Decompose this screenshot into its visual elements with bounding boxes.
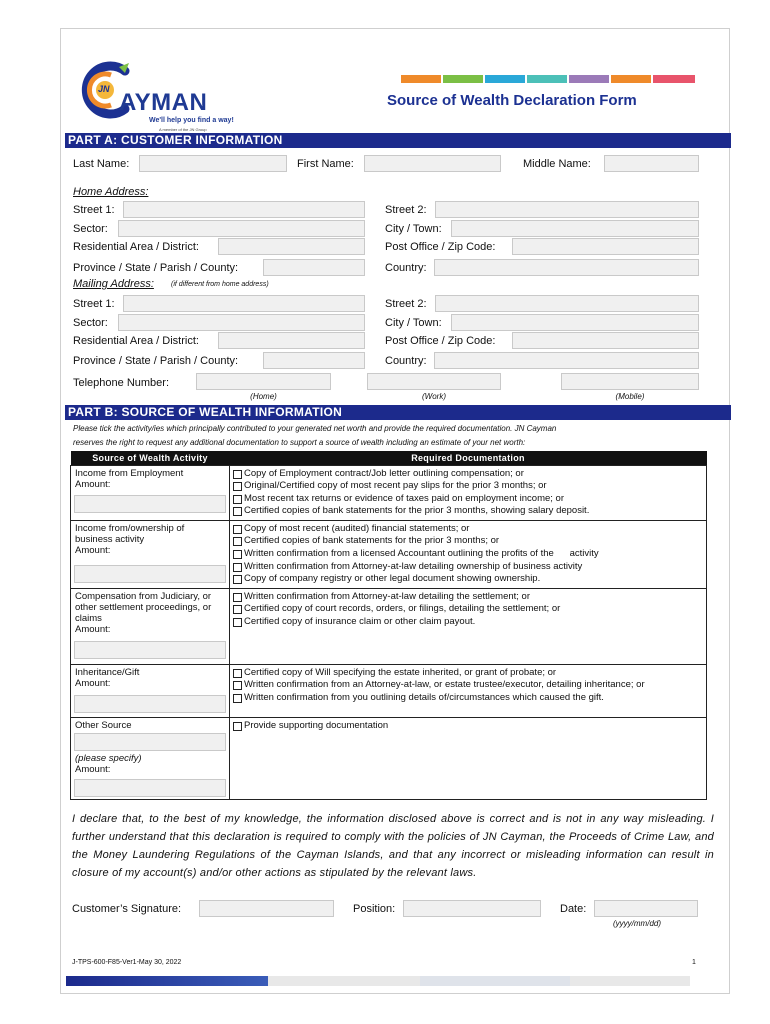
first-name-label: First Name: bbox=[297, 158, 354, 170]
jn-cayman-logo bbox=[75, 61, 235, 133]
first-name-field[interactable] bbox=[364, 155, 501, 172]
doc-option bbox=[233, 561, 703, 574]
source-of-wealth-table bbox=[70, 451, 707, 800]
mail-street2-field[interactable] bbox=[435, 295, 699, 312]
docs-cell bbox=[230, 520, 707, 588]
mail-city-label: City / Town: bbox=[385, 317, 442, 329]
table-header-row bbox=[71, 451, 707, 465]
part-b-heading: PART B: SOURCE OF WEALTH INFORMATION bbox=[65, 405, 731, 420]
part-a-heading: PART A: CUSTOMER INFORMATION bbox=[65, 133, 731, 148]
docs-cell bbox=[230, 465, 707, 520]
home-zip-field[interactable] bbox=[512, 238, 699, 255]
doc-text: Provide supporting documentation bbox=[244, 719, 389, 731]
home-sector-label: Sector: bbox=[73, 223, 108, 235]
doc-option bbox=[233, 720, 703, 733]
part-b-intro bbox=[73, 422, 723, 450]
mailing-address-heading: Mailing Address: bbox=[73, 278, 154, 290]
color-segment bbox=[443, 75, 483, 83]
checkbox[interactable] bbox=[233, 495, 242, 504]
amount-field[interactable] bbox=[74, 495, 226, 513]
mail-zip-field[interactable] bbox=[512, 332, 699, 349]
doc-text: Copy of Employment contract/Job letter outlining compensation; or bbox=[244, 467, 524, 479]
docs-cell bbox=[230, 588, 707, 664]
source-label: Income from/ownership of business activity bbox=[75, 522, 185, 545]
amount-field[interactable] bbox=[74, 695, 226, 713]
mail-province-field[interactable] bbox=[263, 352, 365, 369]
doc-option bbox=[233, 692, 703, 705]
form-title: Source of Wealth Declaration Form bbox=[387, 92, 637, 109]
position-label: Position: bbox=[353, 903, 396, 915]
specify-label: (please specify) bbox=[75, 752, 142, 764]
telephone-home-field[interactable] bbox=[196, 373, 331, 390]
checkbox[interactable] bbox=[233, 618, 242, 627]
mail-sector-label: Sector: bbox=[73, 317, 108, 329]
doc-text: Certified copy of Will specifying the estate inherited, or grant of probate; or bbox=[244, 666, 557, 678]
table-row bbox=[71, 465, 707, 520]
part-b-intro-line: Please tick the activity/ies which principally contributed to your generated net worth and provide the required documentation. JN Cayman bbox=[73, 424, 557, 433]
checkbox[interactable] bbox=[233, 563, 242, 572]
home-street1-label: Street 1: bbox=[73, 204, 115, 216]
mail-district-label: Residential Area / District: bbox=[73, 335, 199, 347]
home-country-label: Country: bbox=[385, 262, 427, 274]
checkbox[interactable] bbox=[233, 669, 242, 678]
other-source-field[interactable] bbox=[74, 733, 226, 751]
bottom-bar-segment bbox=[420, 976, 570, 986]
doc-text: Written confirmation from Attorney-at-law detailing the settlement; or bbox=[244, 590, 531, 602]
doc-text: Copy of company registry or other legal document showing ownership. bbox=[244, 573, 541, 585]
mail-street1-field[interactable] bbox=[123, 295, 365, 312]
home-zip-label: Post Office / Zip Code: bbox=[385, 241, 496, 253]
doc-text: Copy of most recent (audited) financial statements; or bbox=[244, 522, 470, 534]
position-field[interactable] bbox=[403, 900, 541, 917]
color-segment bbox=[611, 75, 651, 83]
doc-text: Certified copies of bank statements for the prior 3 months, showing salary deposit. bbox=[244, 505, 590, 517]
home-province-field[interactable] bbox=[263, 259, 365, 276]
mail-district-field[interactable] bbox=[218, 332, 365, 349]
doc-text: Written confirmation from a licensed Accountant outlining the profits of the activity bbox=[244, 548, 599, 560]
checkbox[interactable] bbox=[233, 722, 242, 731]
doc-text: Most recent tax returns or evidence of taxes paid on employment income; or bbox=[244, 492, 564, 504]
doc-option bbox=[233, 616, 703, 629]
mail-street1-label: Street 1: bbox=[73, 298, 115, 310]
checkbox[interactable] bbox=[233, 694, 242, 703]
source-cell bbox=[71, 588, 230, 664]
amount-label: Amount: bbox=[75, 544, 111, 556]
doc-option bbox=[233, 548, 703, 561]
source-cell bbox=[71, 520, 230, 588]
amount-label: Amount: bbox=[75, 478, 111, 490]
table-row bbox=[71, 664, 707, 717]
middle-name-label: Middle Name: bbox=[523, 158, 591, 170]
page-number: 1 bbox=[692, 959, 696, 966]
home-address-heading: Home Address: bbox=[73, 186, 149, 198]
source-label: Income from Employment bbox=[75, 467, 184, 479]
home-city-label: City / Town: bbox=[385, 223, 442, 235]
mail-country-field[interactable] bbox=[434, 352, 699, 369]
doc-text: Written confirmation from Attorney-at-law detailing ownership of business activity bbox=[244, 560, 583, 572]
signature-label: Customer’s Signature: bbox=[72, 903, 182, 915]
telephone-mobile-field[interactable] bbox=[561, 373, 699, 390]
mailing-address-note: (if different from home address) bbox=[171, 281, 269, 288]
last-name-label: Last Name: bbox=[73, 158, 130, 170]
table-row bbox=[71, 520, 707, 588]
checkbox[interactable] bbox=[233, 525, 242, 534]
checkbox[interactable] bbox=[233, 605, 242, 614]
amount-field[interactable] bbox=[74, 779, 226, 797]
home-sector-field[interactable] bbox=[118, 220, 365, 237]
docs-cell bbox=[230, 664, 707, 717]
mail-sector-field[interactable] bbox=[118, 314, 365, 331]
amount-field[interactable] bbox=[74, 565, 226, 583]
source-cell bbox=[71, 465, 230, 520]
mail-zip-label: Post Office / Zip Code: bbox=[385, 335, 496, 347]
home-province-label: Province / State / Parish / County: bbox=[73, 262, 239, 274]
doc-text: Certified copies of bank statements for the prior 3 months; or bbox=[244, 535, 500, 547]
home-country-field[interactable] bbox=[434, 259, 699, 276]
telephone-work-field[interactable] bbox=[367, 373, 501, 390]
color-segment bbox=[569, 75, 609, 83]
docs-cell bbox=[230, 717, 707, 799]
mail-country-label: Country: bbox=[385, 355, 427, 367]
checkbox[interactable] bbox=[233, 507, 242, 516]
home-street2-field[interactable] bbox=[435, 201, 699, 218]
doc-option bbox=[233, 480, 703, 493]
bottom-bar-segment bbox=[268, 976, 420, 986]
table-row bbox=[71, 717, 707, 799]
telephone-home-caption: (Home) bbox=[250, 392, 277, 401]
logo-brand-text: AYMAN bbox=[119, 89, 208, 116]
bottom-bar-segment bbox=[66, 976, 268, 986]
color-segment bbox=[527, 75, 567, 83]
last-name-field[interactable] bbox=[139, 155, 287, 172]
doc-text: Written confirmation from an Attorney-at-law, or estate trustee/executor, detailing inheritance; or bbox=[244, 679, 645, 691]
doc-text: Certified copy of insurance claim or other claim payout. bbox=[244, 616, 476, 628]
doc-option bbox=[233, 679, 703, 692]
source-cell bbox=[71, 664, 230, 717]
middle-name-field[interactable] bbox=[604, 155, 699, 172]
color-segment bbox=[653, 75, 695, 83]
checkbox[interactable] bbox=[233, 470, 242, 479]
form-code: J-TPS-600-F85-Ver1-May 30, 2022 bbox=[72, 959, 182, 966]
amount-label: Amount: bbox=[75, 677, 111, 689]
logo-tagline: We'll help you find a way! bbox=[149, 117, 234, 124]
doc-option bbox=[233, 493, 703, 506]
table-row bbox=[71, 588, 707, 664]
bottom-bar-segment bbox=[570, 976, 690, 986]
checkbox[interactable] bbox=[233, 681, 242, 690]
telephone-label: Telephone Number: bbox=[73, 377, 170, 389]
source-label: Compensation from Judiciary, or other settlement proceedings, or claims bbox=[75, 590, 212, 624]
doc-option bbox=[233, 591, 703, 604]
telephone-work-caption: (Work) bbox=[422, 392, 446, 401]
checkbox[interactable] bbox=[233, 593, 242, 602]
checkbox[interactable] bbox=[233, 537, 242, 546]
mail-street2-label: Street 2: bbox=[385, 298, 427, 310]
logo-member-text: A member of the JN Group bbox=[159, 127, 207, 132]
home-city-field[interactable] bbox=[451, 220, 699, 237]
source-label: Inheritance/Gift bbox=[75, 666, 140, 678]
doc-text: Written confirmation from you outlining details of/circumstances which caused the gift. bbox=[244, 692, 604, 704]
amount-label: Amount: bbox=[75, 623, 111, 635]
col-source-header: Source of Wealth Activity bbox=[71, 451, 230, 465]
date-label: Date: bbox=[560, 903, 587, 915]
doc-option bbox=[233, 535, 703, 548]
home-street1-field[interactable] bbox=[123, 201, 365, 218]
home-street2-label: Street 2: bbox=[385, 204, 427, 216]
amount-field[interactable] bbox=[74, 641, 226, 659]
mail-province-label: Province / State / Parish / County: bbox=[73, 355, 239, 367]
doc-option bbox=[233, 603, 703, 616]
source-cell bbox=[71, 717, 230, 799]
declaration-text: I declare that, to the best of my knowledge, the information disclosed above is correct and is not in any way misleading. I further understand that this declaration is required to comply with the policies of JN Cayman, the Proceeds of Crime Law, and the Money Laundering Regulations of the Cayman Islands, and that any incorrect or misleading information can result in closure of my account(s) and/or other actions as stipulated by the relevant laws. bbox=[72, 813, 714, 879]
logo-badge: JN bbox=[98, 84, 110, 94]
checkbox[interactable] bbox=[233, 575, 242, 584]
color-segment bbox=[485, 75, 525, 83]
doc-text: Original/Certified copy of most recent pay slips for the prior 3 months; or bbox=[244, 480, 547, 492]
doc-option bbox=[233, 667, 703, 680]
checkbox[interactable] bbox=[233, 550, 242, 559]
signature-field[interactable] bbox=[199, 900, 334, 917]
source-label: Other Source bbox=[75, 719, 132, 731]
doc-option bbox=[233, 468, 703, 481]
home-district-field[interactable] bbox=[218, 238, 365, 255]
amount-label: Amount: bbox=[75, 763, 111, 775]
part-b-intro-line: reserves the right to request any additional documentation to support a source of wealth including an estimate of your net worth: bbox=[73, 438, 526, 447]
color-segment bbox=[401, 75, 441, 83]
date-field[interactable] bbox=[594, 900, 698, 917]
doc-option bbox=[233, 573, 703, 586]
doc-option bbox=[233, 523, 703, 536]
doc-text: Certified copy of court records, orders, or filings, detailing the settlement; or bbox=[244, 603, 561, 615]
col-docs-header: Required Documentation bbox=[230, 451, 707, 465]
checkbox[interactable] bbox=[233, 482, 242, 491]
doc-option bbox=[233, 505, 703, 518]
date-format-caption: (yyyy/mm/dd) bbox=[613, 919, 661, 928]
home-district-label: Residential Area / District: bbox=[73, 241, 199, 253]
telephone-mobile-caption: (Mobile) bbox=[615, 392, 645, 401]
mail-city-field[interactable] bbox=[451, 314, 699, 331]
